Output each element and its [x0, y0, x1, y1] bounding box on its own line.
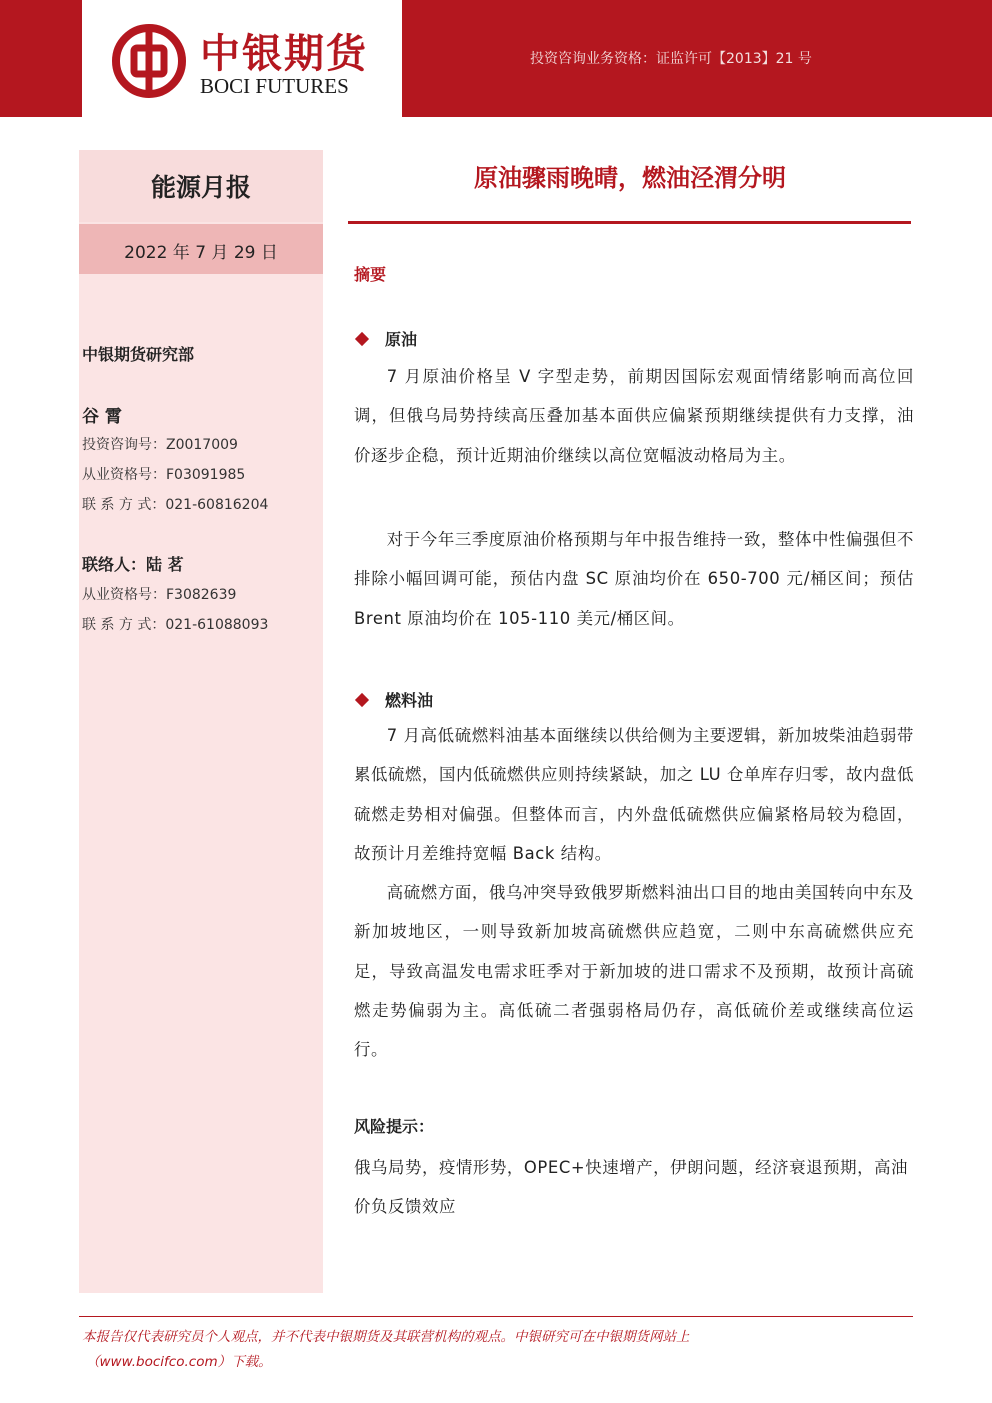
diamond-bullet-icon [355, 692, 369, 706]
analyst-qualification-number: 从业资格号：F03091985 [82, 467, 246, 483]
paragraph: 7 月高低硫燃料油基本面继续以供给侧为主要逻辑，新加坡柴油趋弱带累低硫燃，国内低硫燃供应则持续紧缺，加之 LU 仓单库存归零，故内盘低硫燃走势相对偏强。但整体而言，内外盘低硫燃供应偏紧格局较为稳固，故预计月差维持宽幅 Back 结构。 [354, 726, 914, 863]
paragraph: 对于今年三季度原油价格预期与年中报告维持一致，整体中性偏强但不排除小幅回调可能，预估内盘 SC 原油均价在 650-700 元/桶区间；预估 Brent 原油均价在 105-110 美元/桶区间。 [354, 530, 914, 628]
contact-person: 联络人：陆 茗 [82, 555, 184, 574]
contact-phone: 联 系 方 式：021-61088093 [82, 617, 269, 633]
research-department: 中银期货研究部 [82, 345, 195, 364]
section-label: 原油 [385, 330, 418, 349]
report-type-title: 能源月报 [150, 173, 251, 202]
sidebar-panel [79, 150, 323, 1293]
contact-qualification-number: 从业资格号：F3082639 [82, 587, 237, 603]
header-left-band [0, 0, 82, 117]
footer-website: （www.bocifco.com）下载。 [86, 1354, 272, 1370]
risk-text: 俄乌局势，疫情形势，OPEC+快速增产，伊朗问题，经济衰退预期，高油价负反馈效应 [354, 1158, 909, 1217]
analyst-consult-number: 投资咨询号：Z0017009 [82, 437, 238, 453]
footer-disclaimer: 本报告仅代表研究员个人观点，并不代表中银期货及其联营机构的观点。中银研究可在中银期货网站上 [82, 1329, 690, 1345]
report-date: 2022 年 7 月 29 日 [124, 243, 278, 263]
brand-name-cn: 中银期货 [200, 30, 368, 77]
report-title: 原油骤雨晚晴，燃油泾渭分明 [474, 163, 786, 192]
section-heading-fuel-oil [354, 688, 433, 711]
section-label: 燃料油 [385, 691, 434, 710]
paragraph: 7 月原油价格呈 V 字型走势，前期因国际宏观面情绪影响而高位回调，但俄乌局势持续高压叠加基本面供应偏紧预期继续提供有力支撑，油价逐步企稳，预计近期油价继续以高位宽幅波动格局为主。 [354, 367, 914, 465]
footer-divider [79, 1316, 913, 1317]
analyst-name: 谷 霄 [82, 407, 122, 427]
analyst-phone: 联 系 方 式：021-60816204 [82, 497, 269, 513]
paragraph: 高硫燃方面，俄乌冲突导致俄罗斯燃料油出口目的地由美国转向中东及新加坡地区，一则导致新加坡高硫燃供应趋宽，二则中东高硫燃供应充足，导致高温发电需求旺季对于新加坡的进口需求不及预期，故预计高硫燃走势偏弱为主。高低硫二者强弱格局仍存，高低硫价差或继续高位运行。 [354, 883, 914, 1060]
brand-logo [108, 18, 398, 102]
section-heading-crude [354, 327, 417, 350]
diamond-bullet-icon [355, 331, 369, 345]
boc-logo-icon [112, 24, 186, 98]
summary-heading: 摘要 [354, 265, 387, 284]
license-text: 投资咨询业务资格：证监许可【2013】21 号 [530, 51, 812, 67]
title-divider [348, 221, 911, 224]
brand-name-en: BOCI FUTURES [200, 74, 349, 98]
risk-heading: 风险提示： [354, 1117, 435, 1136]
